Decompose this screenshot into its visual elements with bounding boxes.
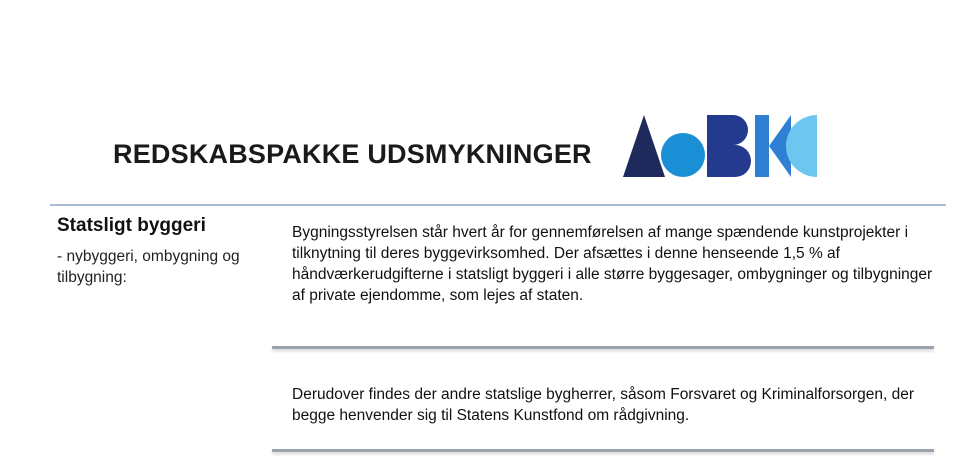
paragraph-divider-1 bbox=[272, 346, 934, 349]
logo-letter-b-bowls bbox=[721, 115, 751, 177]
section-heading: Statsligt byggeri bbox=[57, 215, 206, 236]
paragraph-divider-2 bbox=[272, 449, 934, 452]
logo-letter-b-stem bbox=[707, 115, 723, 177]
paragraph-1: Bygningsstyrelsen står hvert år for gennemførelsen af mange spændende kunstprojekter i tilknytning til deres byggevirksomhed. Der afsættes i denne henseende 1,5 % af håndværkerudgifterne i statsligt byggeri i alle større byggesager, ombygninger og tilbygninger af private ejendomme, som lejes af staten. bbox=[292, 224, 933, 304]
logo-letter-a-shape bbox=[623, 115, 665, 177]
aobkc-logo bbox=[621, 113, 817, 179]
section-subheading: - nybyggeri, ombygning og tilbygning: bbox=[57, 248, 240, 286]
logo-letter-o-shape bbox=[661, 133, 705, 177]
logo-letter-k-stem bbox=[755, 115, 769, 177]
paragraph-2: Derudover findes der andre statslige bygherrer, såsom Forsvaret og Kriminalforsorgen, der begge henvender sig til Statens Kunstfond om rådgivning. bbox=[292, 386, 915, 424]
page-title: REDSKABSPAKKE UDSMYKNINGER bbox=[113, 139, 592, 169]
top-divider bbox=[50, 204, 946, 206]
section-sidebar bbox=[57, 215, 277, 288]
